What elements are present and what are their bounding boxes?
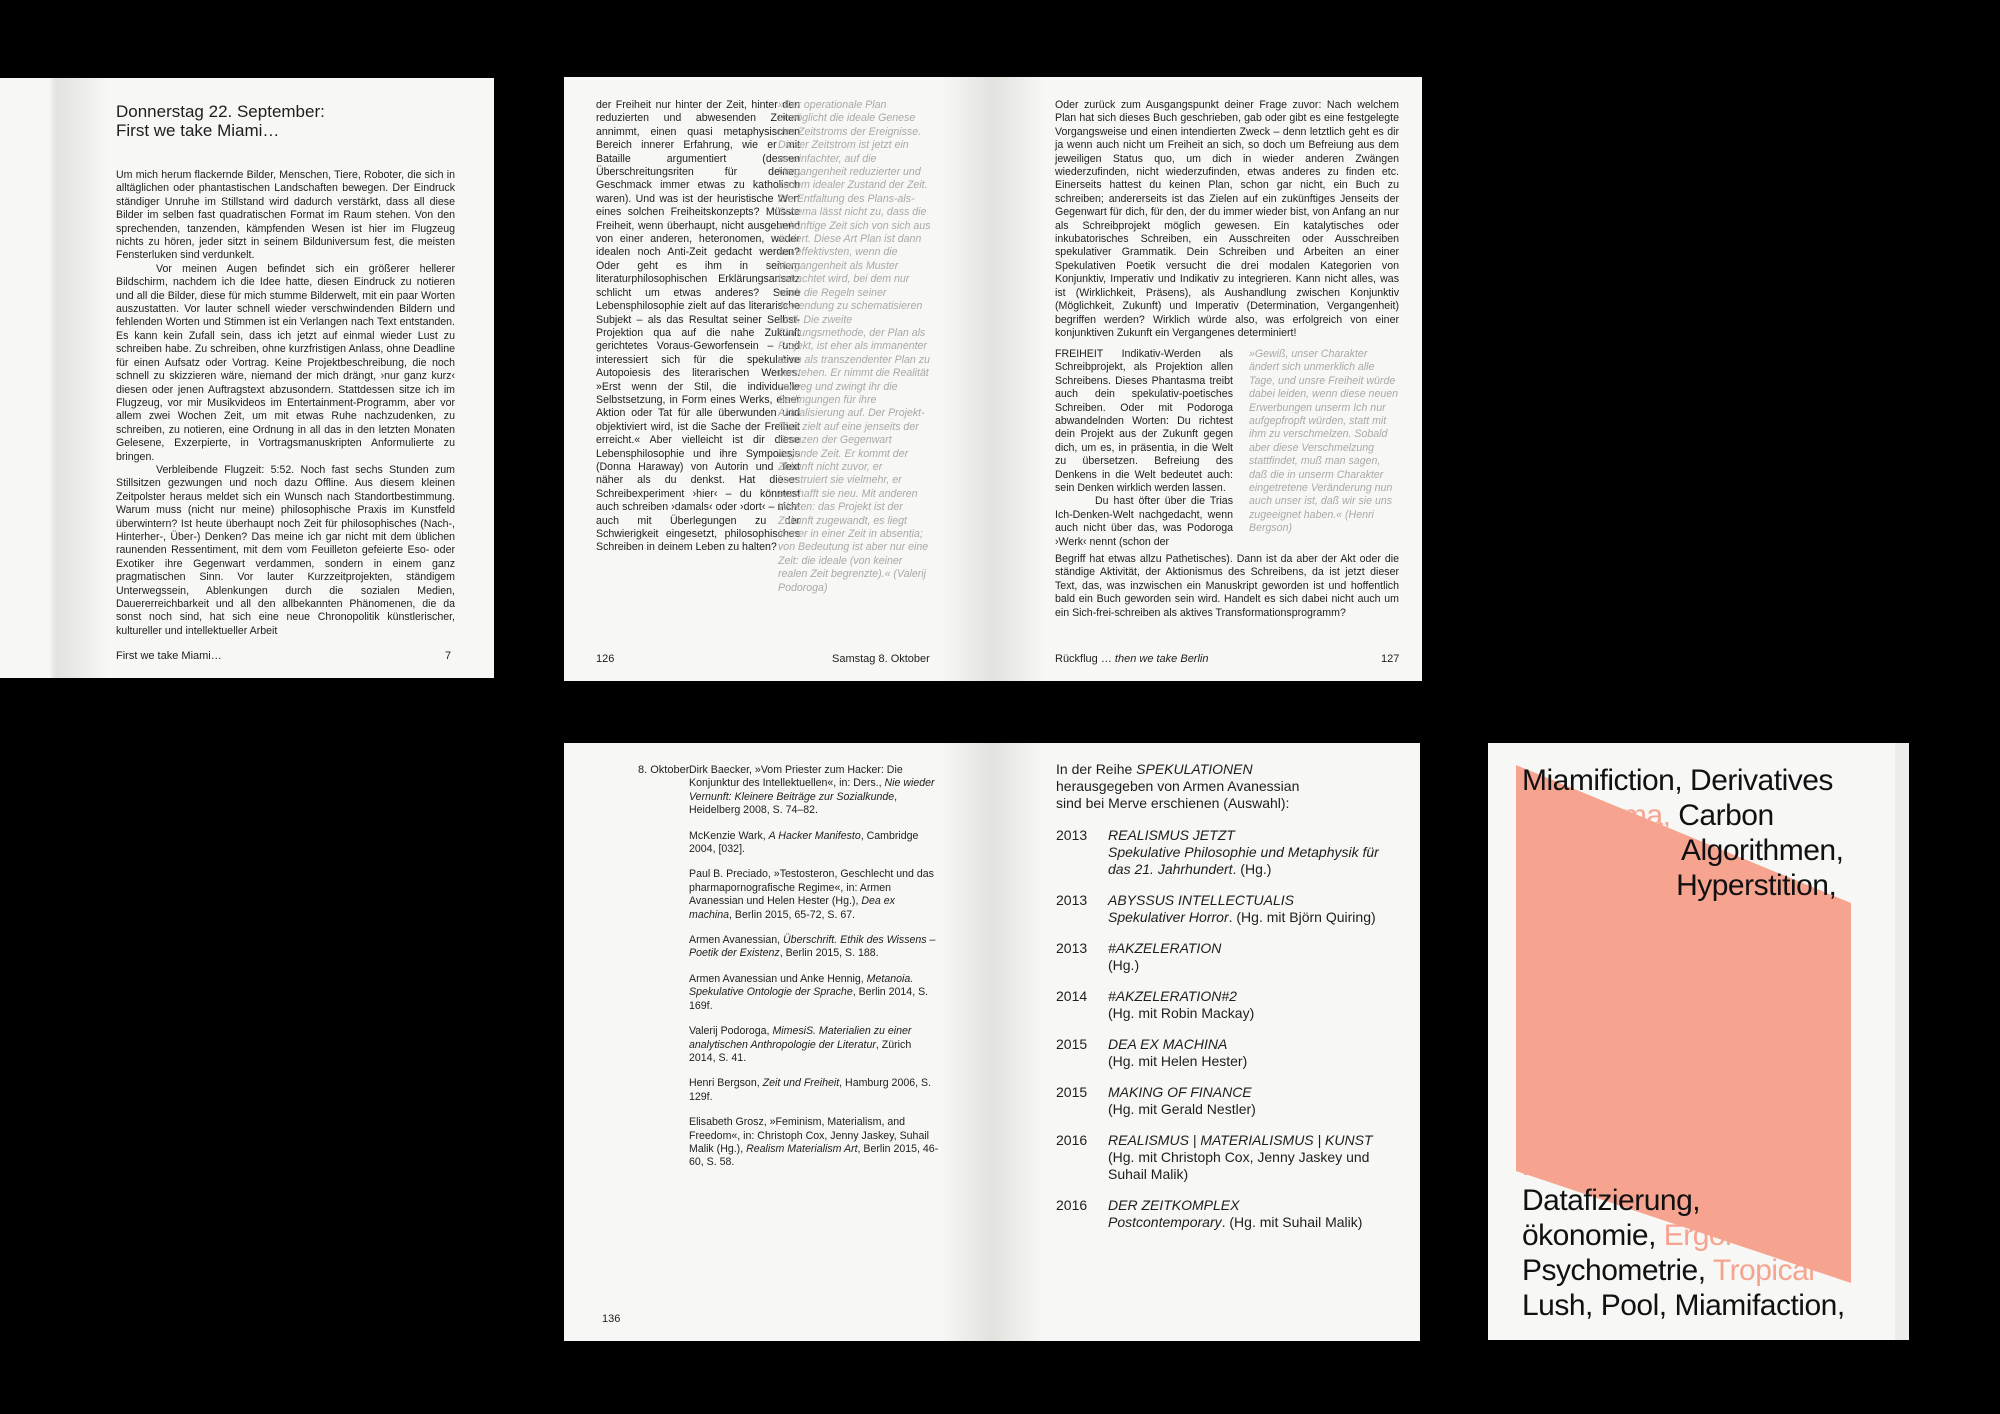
series-entry: 2015 MAKING OF FINANCE (Hg. mit Gerald Nestler) [1056, 1084, 1256, 1117]
page-number: 7 [445, 650, 452, 662]
paragraph: FREIHEIT Indikativ-Werden als Schreibprojekt, als Projektion allen Schreibens. Dieses Phantasma treibt auch dein spekulativ-poetisches Schreiben. Oder mit Podoroga abwandelnden Worten: Du richtest dein Projekt aus der Zukunft gegen dich, um es, in präsentia, in die Welt zu übersetzen. Befreiung des Denkens in die Welt bedeutet auch: sein Denken wirklich werden lassen. [1055, 348, 1233, 495]
series-year: 2015 [1056, 1036, 1088, 1052]
chapter-heading: Donnerstag 22. September: First we take Miami… [116, 102, 325, 140]
series-title: REALISMUS JETZT [1108, 827, 1235, 843]
paragraph: Vor meinen Augen befindet sich ein größerer hellerer Bildschirm, nachdem ich die Idee hatte, diesen Eindruck zu notieren und all die Bilder, diese für mich stumme Bilderwelt, mit ein paar Worten auszustatten. Vor lauter schnell wieder verschwindenden Bildern und fehlenden Worten und Stimmen ist ein Verlangen nach Text entstanden. Es kann kein Zufall sein, dass ich jetzt auf einmal wieder Lust zu schreiben habe. Zu schreiben, ohne kurzfristigen Anlass, ohne Deadline für einen Aufsatz oder Vortrag. Keine Projektbeschreibung, die noch schnell zu skizzieren wäre, niemand der mich drängt, ›nur ganz kurz‹ diesen oder jenen Auftragstext abzusondern. Stattdessen sitze ich im Flugzeug, vor mir Musikvideos im Entertainment-Programm, aber vor allem zwei Wochen Zeit, um mit etwas Ruhe nachzudenken, zu schreiben, zu notieren, eine Ordnung in all das in den letzten Monaten Gelesene, Exzerpierte, in Vortragsmanuskripten Anformulierte zu bringen. [116, 262, 455, 463]
bibliography-entry: Paul B. Preciado, »Testosteron, Geschlecht und das pharmapornografische Regime«, in: Armen Avanessian und Helen Hester (Hg.), Dea ex machina, Berlin 2015, 65-72, S. 67. [689, 868, 934, 921]
series-title: DER ZEITKOMPLEX [1108, 1197, 1240, 1213]
page-number: 136 [602, 1313, 621, 1325]
bibliography [689, 764, 939, 1182]
cover-word: »Wo Es schon ist, [1522, 974, 1754, 1007]
cover-word: Jetzt-Lag, [1713, 939, 1841, 972]
series-title: ABYSSUS INTELLECTUALIS [1108, 892, 1294, 908]
page-number: 126 [596, 653, 615, 665]
body-text: Begriff hat etwas allzu Pathetisches). Dann ist da aber der Akt oder die ständige Aktivität, der Aktionismus des Schreibens, da ist jetzt dieser Text, das, was inzwischen ein Manuskript geworden ist und hoffentlich bald ein Buch geworden sein wird. Handelt es sich dabei nicht auch um ein Sich-frei-schreiben als aktives Transformationsprogramm? [1055, 553, 1399, 619]
paragraph: Du hast öfter über die Trias Ich-Denken-Welt nachgedacht, wenn auch nicht über das, was Podoroga ›Werk‹ nennt (schon der [1055, 495, 1233, 548]
series-entry: 2015 DEA EX MACHINA (Hg. mit Helen Hester) [1056, 1036, 1248, 1069]
cover-word: Algorithmen, [1681, 834, 1844, 867]
cover-word: Carbon [1678, 799, 1774, 832]
series-title: DEA EX MACHINA [1108, 1036, 1228, 1052]
cover-word: Schatten- [1707, 1184, 1832, 1217]
series-year: 2013 [1056, 940, 1088, 956]
series-year: 2016 [1056, 1197, 1088, 1213]
cover-word: Lush, [1522, 1289, 1601, 1322]
cover-spine-edge [1895, 743, 1909, 1340]
bibliography-entry: Dirk Baecker, »Vom Priester zum Hacker: Die Konjunktur des Intellektuellen«, in: Ders., Nie wieder Vernunft: Kleinere Beiträge zur Sozialkunde, Heidelberg 2008, S. 74–82. [689, 764, 935, 817]
margin-quote: »Gewiß, unser Charakter ändert sich unmerklich alle Tage, und unsre Freiheit würde dabei leiden, wenn diese neuen Erwerbungen unserm Ich nur aufgepfropft würden, statt mit ihm zu verschmelzen. Sobald aber diese Verschmelzung stattfindet, muß man sagen, daß die in unserm Charakter eingetretene Veränderung nun auch unser ist, daß wir sie uns zugeeignet haben.« (Henri Bergson) [1249, 348, 1399, 535]
cover-word: Non-Arbeit, [1522, 869, 1677, 902]
right-page [56, 78, 494, 678]
cover-word: Datafiktionen, [1628, 1149, 1805, 1182]
body-text [116, 169, 455, 638]
paragraph: Um mich herum flackernde Bilder, Menschen, Tiere, Roboter, die sich in alltäglichen oder phantastischen Landschaften bewegen. Der Eindruck ständiger Unruhe im Stillstand wird dadurch verstärkt, dass all diese Bilder im selben fast quadratischen Format im Raum stehen. Von den sprechenden, tanzenden, kämpfenden Wesen ist hier im Flugzeug nichts zu hören, jeder sitzt in seinem Bilduniversum fest, die meisten Fensterluken sind verdunkelt. [116, 169, 455, 262]
left-page [0, 78, 56, 678]
cover-word: wird Ich gewesen sein.« [1522, 1009, 1831, 1042]
series-year: 2013 [1056, 827, 1088, 843]
cover-word: Poiesis, [1522, 904, 1631, 937]
series-entry: 2013 #AKZELERATION (Hg.) [1056, 940, 1222, 973]
body-text: Oder zurück zum Ausgangspunkt deiner Frage zuvor: Nach welchem Plan hat sich dieses Buch geschrieben, gab oder gibt es eine festgelegte Vorgangsweise und einen intendierten Zweck – denn letztlich geht es dir ja wenn auch nicht um Freiheit an sich, so doch um Befreiung aus dem jeweiligen Status quo, um dich in wieder anderen Zwängen wiederzufinden, nicht wiederzufinden, etwas anderes zu finden etc. Einerseits hattest du keinen Plan, schon gar nicht, ein Buch zu schreiben; andererseits ist das Zielen auf ein zukünftiges Jenseits der Gegenwart für dich, für den, der du immer wieder bist, von Anfang an nur als Schreibprojekt möglich gewesen. Ein katalytisches oder inkubatorisches Schreiben, ein Ausschreiten oder Ausschreiben spekulativer Grammatik. Dein Schreiben und Arbeiten an einer Spekulativen Poetik versucht die drei modalen Kategorien von Konjunktiv, Imperativ und Indikativ zu integrieren. Kann nicht alles, was ist (Wirklichkeit, Präsens), als Aushandlung zwischen Konjunktiv (Möglichkeit, Zukunft) und Imperativ (Determination, Vergangenheit) begriffen werden? Wirklich würde also, was erfolgreich von einer konjunktiven Zukunft ein Vergangenes determiniert! [1055, 99, 1399, 339]
book-spread-top-middle [564, 77, 1422, 681]
cover-word: Déjà-vu, [1715, 1044, 1824, 1077]
series-entry: 2014 #AKZELERATION#2 (Hg. mit Robin Mackay) [1056, 988, 1255, 1021]
running-footer-title: Samstag 8. Oktober [832, 653, 930, 665]
series-title: REALISMUS | MATERIALISMUS | KUNST [1108, 1132, 1373, 1148]
cover-word: Pool, [1600, 1289, 1675, 1322]
cover-word: Hyperstition, [1676, 869, 1837, 902]
cover-word: Miamifizierung, [1628, 1114, 1823, 1147]
cover-word: ändern, [1522, 1114, 1629, 1147]
bibliography-entry: Valerij Podoroga, MimesiS. Materialien zu einer analytischen Anthropologie der Literatur, Zürich 2014, S. 41. [689, 1025, 912, 1064]
running-footer-title: First we take Miami… [116, 650, 222, 662]
series-year: 2014 [1056, 988, 1088, 1004]
cover-word: Ergontologie, [1663, 1219, 1835, 1252]
series-entry: 2013 REALISMUS JETZT Spekulative Philosophie und Metaphysik für das 21. Jahrhundert. (Hg.) [1056, 827, 1379, 877]
book-spread-top-left [0, 78, 494, 678]
bibliography-entry: Armen Avanessian und Anke Hennig, Metanoia. Spekulative Ontologie der Sprache, Berlin 2014, S. 169f. [689, 972, 929, 1012]
bibliography-entry: Henri Bergson, Zeit und Freiheit, Hamburg 2006, S. 129f. [689, 1077, 932, 1103]
series-title: #AKZELERATION [1108, 940, 1222, 956]
cover-word: Miamifaction, [1674, 1289, 1845, 1322]
cover-word: Du musst deine Blutwerte [1522, 1079, 1852, 1112]
cover-word: Psychometrie, [1522, 1254, 1713, 1287]
left-page [564, 743, 992, 1341]
series-year: 2015 [1056, 1084, 1088, 1100]
cover-word: Datafizierung, [1522, 1184, 1708, 1217]
paragraph: Verbleibende Flugzeit: 5:52. Noch fast sechs Stunden zum Stillsitzen gezwungen und noch dazu Offline. Aus diesem kleinen Zeitpolster heraus meldet sich ein Wunsch nach Standortbestimmung. Warum muss (nicht nur meine) philosophische Praxis im Kunstfeld überwintern? Ist heute überhaupt noch Zeit für philosophisches (Nach-, Hinterher-, Über-) Denken? Das meine ich gar nicht mit dem üblichen raunenden Ressentiment, mit dem vom Feuilleton gefeierte Eso- oder Exotiker ihre Gegenwart verdammen, sondern in einem ganz pragmatischen Sinn. Vor lauter Kurzzeitprojekten, ständigem Unterwegssein, Ablenkungen durch die sozialen Medien, Dauererreichbarkeit und all den allbekannten Phänomenen, die da sonst noch sind, hat sich eine neue Chronopolitik künstlerischer, kultureller und intellektueller Arbeit [116, 463, 455, 637]
bibliography-entry: Armen Avanessian, Überschrift. Ethik des Wissens – Poetik der Existenz, Berlin 2015, S. 188. [689, 934, 936, 960]
series-title: MAKING OF FINANCE [1108, 1084, 1252, 1100]
cover-word: (Disco Deixis), [1522, 1044, 1716, 1077]
bibliography-entry: McKenzie Wark, A Hacker Manifesto, Cambridge 2004, [032]. [689, 829, 919, 856]
series-year: 2013 [1056, 892, 1088, 908]
cover-word: iPhone, [1522, 1149, 1629, 1182]
series-list [1056, 827, 1396, 1245]
margin-quote: »Der operationale Plan ermöglicht die ideale Genese des Zeitstroms der Ereignisse. Dieser Zeitstrom ist jetzt ein vereinfachter, auf die Vergangenheit reduzierter und zudem idealer Zustand der Zeit. Die Entfaltung des Plans-als-Schema lässt nicht zu, dass die zukünftige Zeit sich von sich aus ändert. Diese Art Plan ist dann am effektivsten, wenn die Vergangenheit als Muster betrachtet wird, bei dem nur noch die Regeln seiner Anwendung zu schematisieren sind. Die zweite Planungsmethode, der Plan als Projekt, ist eher als immanenter denn als transzendenter Plan zu verstehen. Er nimmt die Realität vorweg und zwingt ihr die Bedingungen für ihre Aktualisierung auf. Der Projekt-Plan zielt auf eine jenseits der Grenzen der Gegenwart liegende Zeit. Er kommt der Zukunft nicht zuvor, er konstruiert sie vielmehr, er erschafft sie neu. Mit anderen Worten: das Projekt ist der Zukunft zugewandt, es liegt immer in einer Zeit in absentia; von Bedeutung ist aber nur eine Zeit: die ideale (von keiner realen Zeit begrenzte).« (Valerij Podoroga) [778, 99, 931, 594]
cover-word: Tropical [1712, 1254, 1815, 1287]
bibliography-entry: Elisabeth Grosz, »Feminism, Materialism, and Freedom«, in: Christoph Cox, Jenny Jaskey, Suhail Malik (Hg.), Realism Materialism Art, Berlin 2015, 46-60, S. 58. [689, 1116, 939, 1169]
series-intro: In der Reihe SPEKULATIONEN herausgegeben von Armen Avanessian sind bei Merve erschienen (Auswahl): [1056, 761, 1300, 811]
cover-word: Paradigma, [1522, 799, 1679, 832]
right-page [992, 743, 1420, 1341]
book-spread-bottom-middle [564, 743, 1420, 1341]
date-label: 8. Oktober [638, 764, 690, 776]
cover-word: Präsenzwahn, [1522, 939, 1714, 972]
cover-word: Miamifiction, [1522, 764, 1691, 797]
series-entry: 2016 REALISMUS | MATERIALISMUS | KUNST (Hg. mit Christoph Cox, Jenny Jaskey und Suhail Malik) [1056, 1132, 1373, 1182]
cover-word: Derivatives [1690, 764, 1833, 797]
running-footer-title: Rückflug … then we take Berlin [1055, 653, 1209, 665]
series-year: 2016 [1056, 1132, 1088, 1148]
right-page [993, 77, 1422, 681]
series-entry: 2016 DER ZEITKOMPLEX Postcontemporary. (Hg. mit Suhail Malik) [1056, 1197, 1363, 1230]
body-text [1055, 348, 1233, 549]
series-title: #AKZELERATION#2 [1108, 988, 1237, 1004]
book-cover [1488, 743, 1909, 1340]
cover-word: Democracy, [1522, 834, 1681, 867]
cover-word: Gentrifizierung, [1630, 904, 1827, 937]
left-page [564, 77, 993, 681]
series-entry: 2013 ABYSSUS INTELLECTUALIS Spekulativer Horror. (Hg. mit Björn Quiring) [1056, 892, 1376, 925]
page-number: 127 [1381, 653, 1400, 665]
cover-word-list [1522, 763, 1892, 1323]
cover-word: ökonomie, [1522, 1219, 1664, 1252]
body-text: der Freiheit nur hinter der Zeit, hinter den reduzierten und abwesenden Zeiten annimmt, einen quasi metaphysischen Bereich innerer Erfahrung, wie er mit Bataille argumentiert (dessen Überschreitungsriten für deinen Geschmack immer etwas zu katholisch waren). Und was ist der heuristische Wert eines solchen Freiheitskonzepts? Müsste Freiheit, wenn überhaupt, nicht ausgehend von einer anderen, heteronomen, weder idealen noch Anti-Zeit gedacht werden? Oder geht es ihm in seinem literaturphilosophischen Erklärungsansatz schlicht um etwas anderes? Seine Lebensphilosophie zielt auf das literarische Subjekt – als das Resultat seiner Selbst-Projektion qua auf die nahe Zukunft gerichtetes Voraus-Geworfensein – und interessiert sich für die spekulative Autopoiesis des literarischen Werkes. »Erst wenn der Stil, die individuelle Selbstsetzung, in Form eines Werks, einer Aktion oder Tat für alle überwunden und objektiviert wird, ist die Sache der Freiheit erreicht.« Aber vielleicht ist dir diese Lebensphilosophie und ihre Sympoiesis (Donna Haraway) von Autorin und Text näher als du denkst. Hat dieses Schreibexperiment ›hier‹ – du könntest auch schreiben ›damals‹ oder ›dort‹ – nicht auch mit Überlegungen zu der Schwierigkeit eingesetzt, philosophisches Schreiben in deinem Leben zu halten? [596, 99, 800, 554]
